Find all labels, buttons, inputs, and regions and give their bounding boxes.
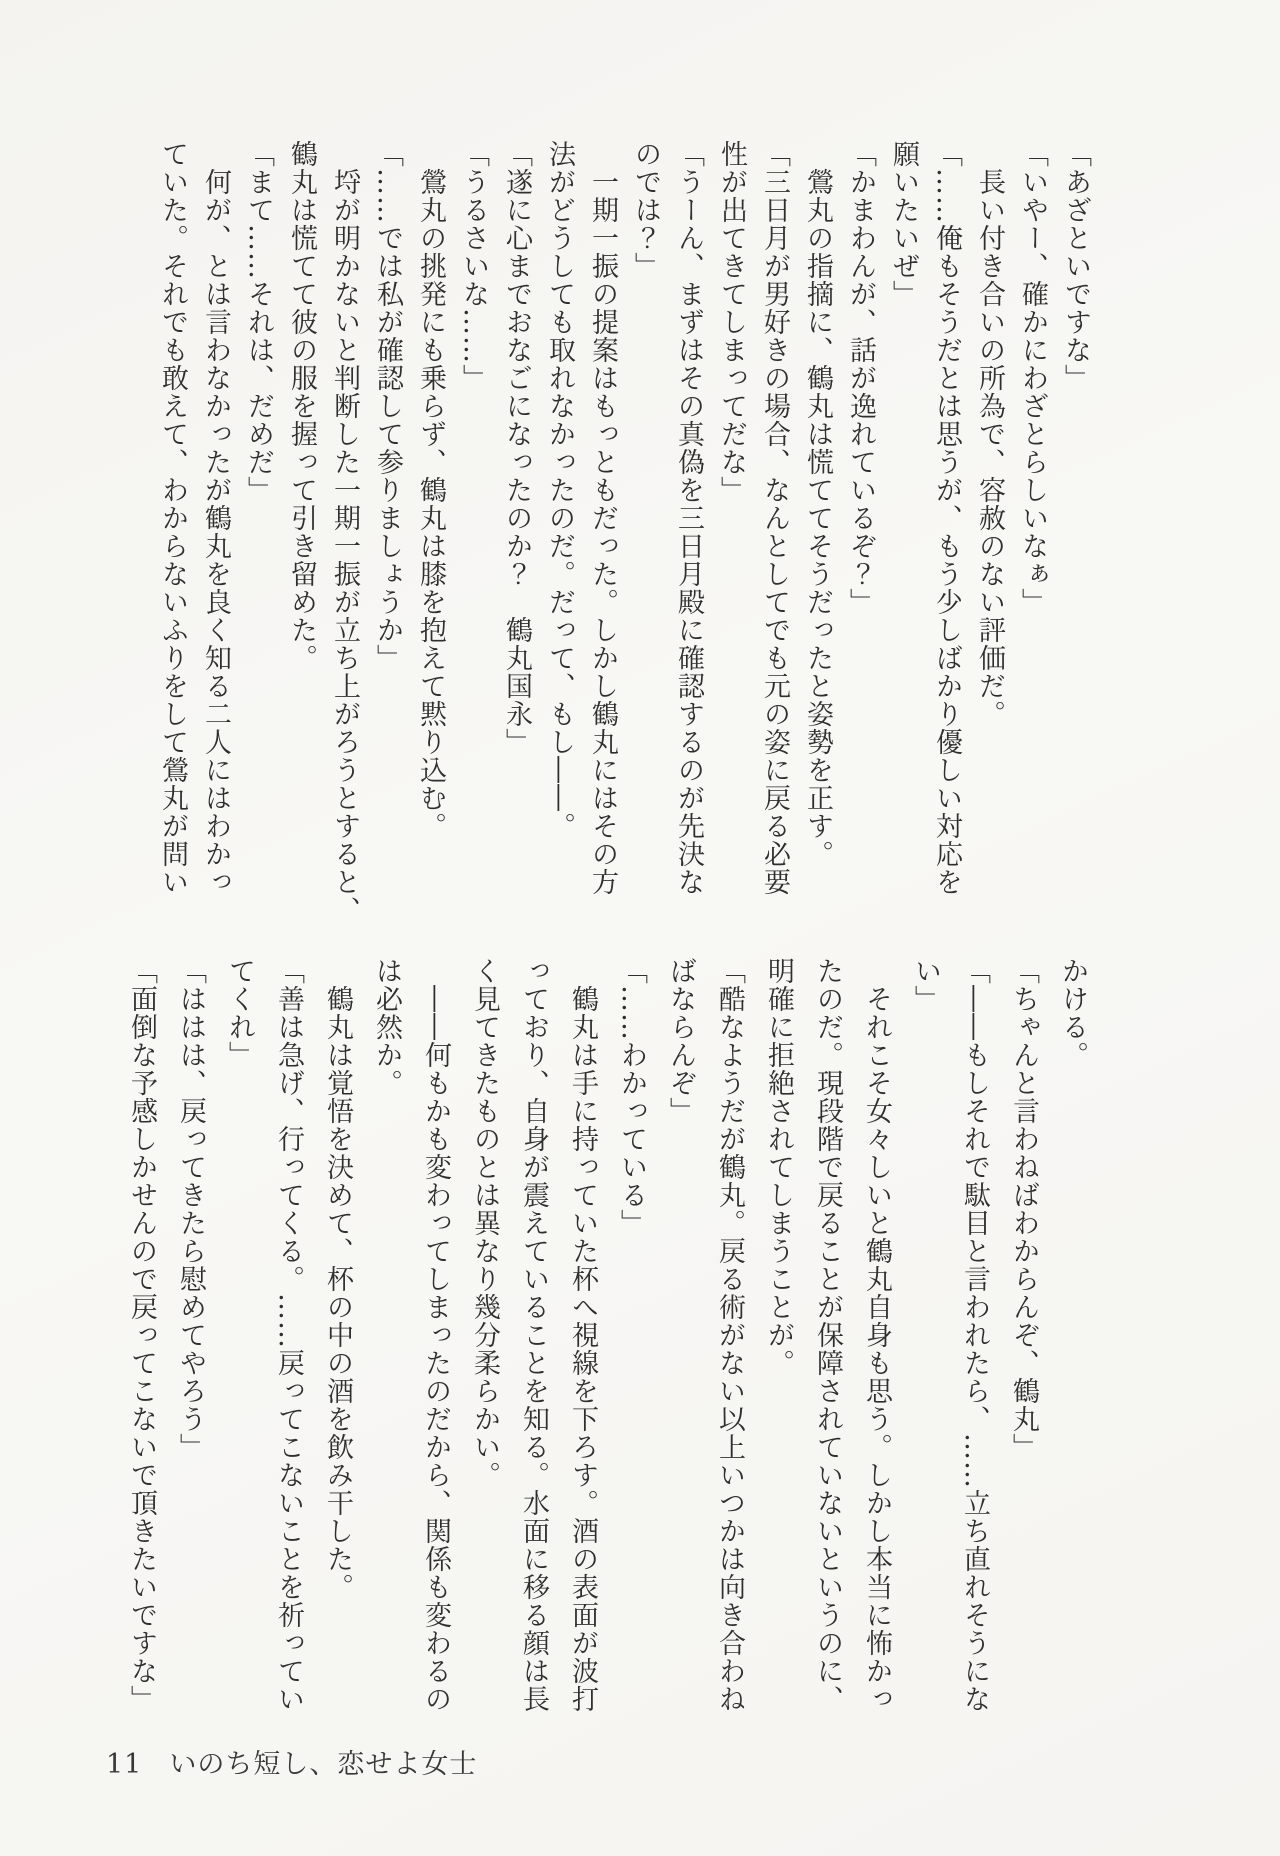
text-column: のでは？」 (630, 140, 661, 280)
text-column: それこそ女々しいと鶴丸自身も思う。しかし本当に怖かっ (861, 957, 892, 1713)
text-column: 長い付き合いの所為で、容赦のない評価だ。 (974, 140, 1005, 728)
text-column: 「ははは、戻ってきたら慰めてやろう」 (175, 957, 206, 1461)
text-column: 「ちゃんと言わねばわからんぞ、鶴丸」 (1008, 957, 1039, 1461)
text-column: 「遂に心までおなごになったのか？ 鶴丸国永」 (501, 140, 532, 756)
page-footer (106, 1742, 477, 1781)
text-column: っており、自身が震えていることを知る。水面に移る顔は長 (518, 957, 549, 1713)
text-column: 鶯丸の挑発にも乗らず、鶴丸は膝を抱えて黙り込む。 (415, 140, 446, 840)
top-text-band (151, 140, 1097, 924)
bottom-text-band (117, 957, 1097, 1715)
text-column: 「……俺もそうだとは思うが、もう少しばかり優しい対応を (931, 140, 962, 896)
text-column: 法がどうしても取れなかったのだ。だって、もし――。 (544, 140, 575, 840)
text-column: 明確に拒絶されてしまうことが。 (763, 957, 794, 1377)
text-column: てくれ」 (224, 957, 255, 1069)
text-column: 一期一振の提案はもっともだった。しかし鶴丸にはその方 (587, 140, 618, 896)
text-column: は必然か。 (371, 957, 402, 1097)
text-column: 性が出てきてしまってだな」 (716, 140, 747, 504)
text-column: 何が、とは言わなかったが鶴丸を良く知る二人にはわかっ (200, 140, 231, 896)
text-column: ――何もかも変わってしまったのだから、関係も変わるの (420, 957, 451, 1713)
text-column: い」 (910, 957, 941, 1013)
text-column: 「面倒な予感しかせんので戻ってこないで頂きたいですな」 (126, 957, 157, 1713)
text-column: 「いやー、確かにわざとらしいなぁ」 (1017, 140, 1048, 616)
text-column: ていた。それでも敢えて、わからないふりをして鶯丸が問い (157, 140, 188, 896)
text-column: 「三日月が男好きの場合、なんとしてでも元の姿に戻る必要 (759, 140, 790, 896)
text-column: 鶴丸は慌てて彼の服を握って引き留めた。 (286, 140, 317, 672)
text-column: 「うーん、まずはその真偽を三日月殿に確認するのが先決な (673, 140, 704, 896)
text-column: 「善は急げ、行ってくる。……戻ってこないことを祈ってい (273, 957, 304, 1713)
text-column: 「……わかっている」 (616, 957, 647, 1237)
text-column: ばならんぞ」 (665, 957, 696, 1125)
text-column: 「……では私が確認して参りましょうか」 (372, 140, 403, 672)
text-column: 「酷なようだが鶴丸。戻る術がない以上いつかは向き合わね (714, 957, 745, 1713)
text-column: 「かまわんが、話が逸れているぞ？」 (845, 140, 876, 616)
text-column: 「――もしそれで駄目と言われたら、……立ち直れそうにな (959, 957, 990, 1713)
text-column: 埒が明かないと判断した一期一振が立ち上がろうとすると、 (329, 140, 360, 924)
text-column: 鶴丸は覚悟を決めて、杯の中の酒を飲み干した。 (322, 957, 353, 1601)
text-column: 鶴丸は手に持っていた杯へ視線を下ろす。酒の表面が波打 (567, 957, 598, 1713)
text-column: 「まて……それは、だめだ」 (243, 140, 274, 504)
text-column: 「うるさいな……」 (458, 140, 489, 392)
page-number: 11 (106, 1749, 143, 1780)
text-column: 鶯丸の指摘に、鶴丸は慌ててそうだったと姿勢を正す。 (802, 140, 833, 868)
running-title: いのち短し、恋せよ女士 (169, 1749, 478, 1780)
text-column: 願いたいぜ」 (888, 140, 919, 308)
text-column: かける。 (1057, 957, 1088, 1069)
text-column: く見てきたものとは異なり幾分柔らかい。 (469, 957, 500, 1489)
text-column: たのだ。現段階で戻ることが保障されていないというのに、 (812, 957, 843, 1713)
text-column: 「あざといですな」 (1060, 140, 1091, 392)
